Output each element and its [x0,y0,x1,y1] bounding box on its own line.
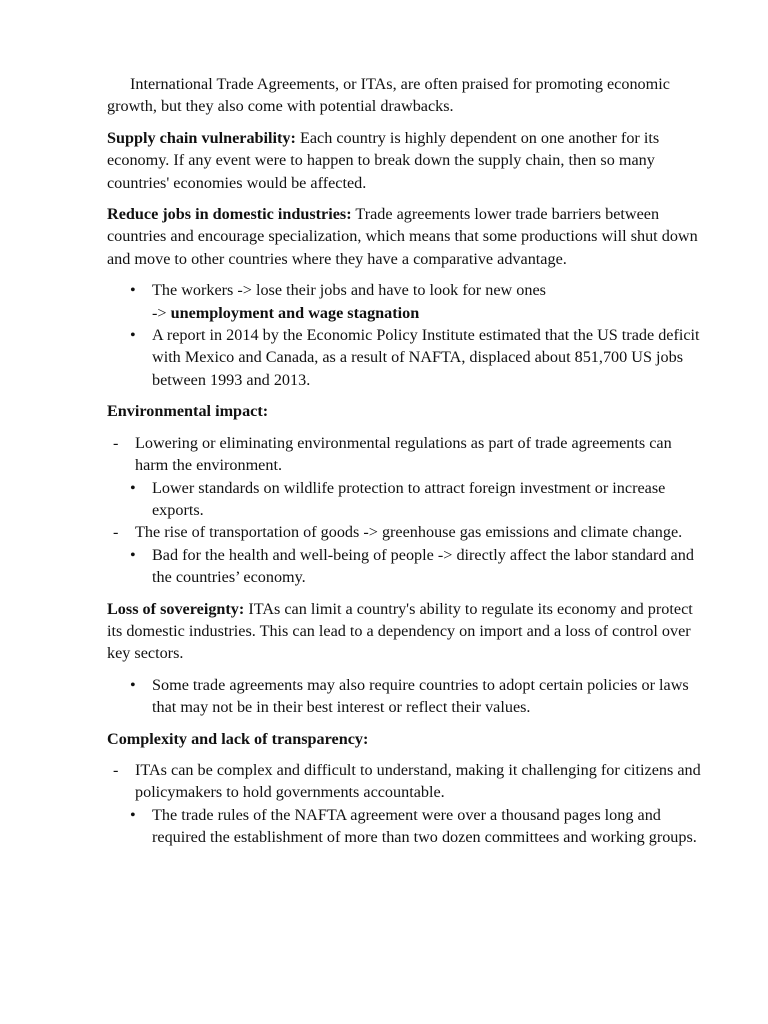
complexity-heading: Complexity and lack of transparency: [107,729,369,748]
list-item [107,759,703,849]
environment-heading-paragraph [107,400,703,422]
jobs-bullet-1-text: The workers -> lose their jobs and have to look for new ones [152,281,546,300]
jobs-heading: Reduce jobs in domestic industries: [107,205,352,224]
environment-heading: Environmental impact: [107,402,269,421]
bullet-icon: • [130,805,136,824]
sovereignty-heading: Loss of sovereignty: [107,599,245,618]
sovereignty-bullet-text: Some trade agreements may also require countries to adopt certain policies or laws that may not be in their best interest or reflect their values. [152,675,689,717]
jobs-bullet-2-text: A report in 2014 by the Economic Policy Institute estimated that the US trade deficit with Mexico and Canada, as a result of NAFTA, displaced about 851,700 US jobs between 1993 and 2013. [152,326,700,389]
list-item [107,432,703,522]
complexity-heading-paragraph [107,728,703,750]
list-item [107,674,703,719]
environment-dash-list [107,432,703,589]
bullet-icon: • [130,545,136,564]
supply-chain-paragraph [107,127,703,194]
list-item [107,544,703,589]
environment-dash-2-text: The rise of transportation of goods -> greenhouse gas emissions and climate change. [135,523,683,542]
jobs-bullet-list [107,279,703,391]
bullet-icon: • [130,675,136,694]
list-item [107,521,703,588]
complexity-dash-1-bullets [130,804,703,849]
jobs-body: Trade agreements lower trade barriers between countries and encourage specialization, which means that some productions will shut down and move to other countries where they have a comparative advantage. [107,205,698,268]
sovereignty-body: ITAs can limit a country's ability to regulate its economy and protect its domestic industries. This can lead to a dependency on import and a loss of control over key sectors. [107,599,693,663]
jobs-paragraph [107,203,703,270]
jobs-bullet-1-arrow: -> [152,303,171,322]
list-item [107,477,703,522]
list-item [107,324,703,391]
intro-paragraph: International Trade Agreements, or ITAs, are often praised for promoting economic growth, but they also come with potential drawbacks. [107,75,670,116]
environment-dash-1-text: Lowering or eliminating environmental regulations as part of trade agreements can harm the environment. [135,433,672,475]
list-item [107,804,703,849]
dash-icon: - [113,760,119,779]
environment-dash-1-bullets [130,477,703,522]
dash-icon: - [113,433,119,452]
list-item [107,279,703,324]
supply-chain-heading: Supply chain vulnerability: [107,128,296,147]
jobs-bullet-1-bold: unemployment and wage stagnation [170,303,420,322]
environment-dash-1-bullet-text: Lower standards on wildlife protection to attract foreign investment or increase exports. [152,478,666,519]
complexity-dash-1-bullet-text: The trade rules of the NAFTA agreement were over a thousand pages long and required the establishment of more than two dozen committees and working groups. [152,805,697,847]
environment-dash-2-bullet-text: Bad for the health and well-being of people -> directly affect the labor standard and the countries’ economy. [152,545,694,587]
bullet-icon: • [130,326,136,345]
complexity-dash-list [107,759,703,849]
bullet-icon: • [130,281,136,300]
dash-icon: - [113,523,119,542]
bullet-icon: • [130,478,136,497]
environment-dash-2-bullets [130,544,703,589]
document-page [107,73,703,858]
supply-chain-body: Each country is highly dependent on one another for its economy. If any event were to happen to break down the supply chain, then so many countries' economies would be affected. [107,128,660,192]
complexity-dash-1-text: ITAs can be complex and difficult to understand, making it challenging for citizens and policymakers to hold governments accountable. [135,760,701,802]
sovereignty-paragraph [107,598,703,665]
sovereignty-bullet-list [107,674,703,719]
